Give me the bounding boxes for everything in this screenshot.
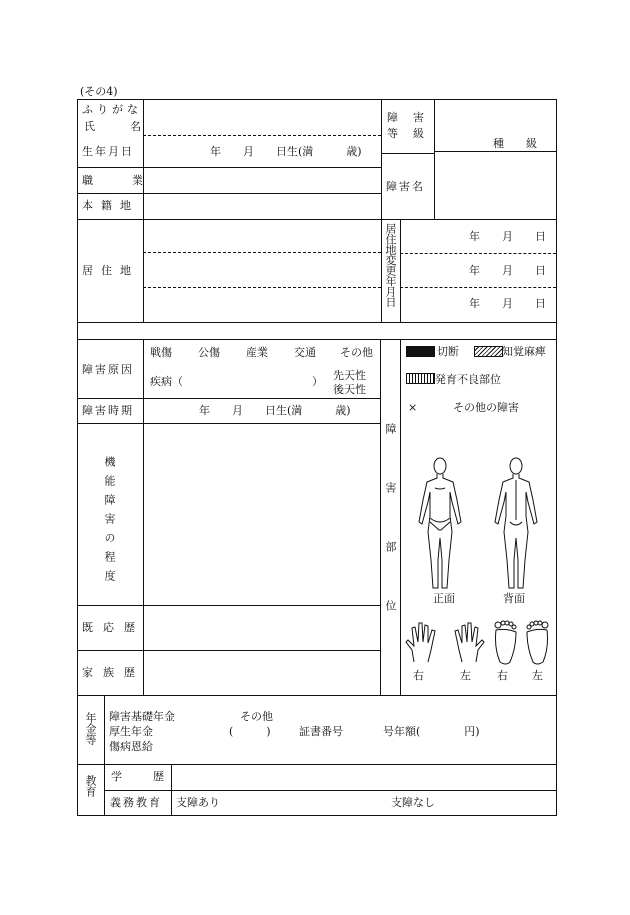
- cause-congenital: 先天性: [333, 369, 366, 382]
- body-back-figure: [491, 456, 541, 590]
- pension-injury: 傷病恩給: [109, 740, 153, 753]
- left-foot-label: 左: [532, 669, 543, 682]
- education-not-hindered: 支障なし: [391, 796, 435, 809]
- cause-acquired: 後天性: [333, 383, 366, 396]
- birth-label: 生年月日: [82, 145, 134, 158]
- cause-illness-close: ）: [312, 375, 323, 388]
- underdeveloped-swatch: [406, 373, 435, 384]
- cause-traffic: 交通: [294, 346, 316, 359]
- right-hand-figure: [404, 620, 444, 664]
- amputation-label: 切断: [437, 345, 459, 358]
- onset-value: 年 月 日生(満 歳): [199, 404, 351, 417]
- furigana-label: ふりがな: [82, 103, 142, 116]
- amputation-swatch: [406, 346, 435, 357]
- page-label: (その4): [80, 85, 118, 98]
- back-label: 背面: [503, 592, 525, 605]
- right-hand-label: 右: [413, 669, 424, 682]
- cause-illness: 疾病（: [150, 375, 183, 388]
- left-hand-label: 左: [460, 669, 471, 682]
- paralysis-swatch: [474, 346, 503, 357]
- right-foot-figure: [492, 620, 520, 666]
- right-foot-label: 右: [497, 669, 508, 682]
- residence-label: 居住地: [82, 264, 139, 277]
- residence-change-date-1: 年 月 日: [469, 230, 546, 243]
- pension-label: 年金等: [84, 712, 97, 745]
- body-front-figure: [415, 456, 465, 590]
- residence-change-date-2: 年 月 日: [469, 264, 546, 277]
- onset-label: 障害時期: [82, 404, 134, 417]
- front-label: 正面: [433, 592, 455, 605]
- other-mark: ×: [408, 401, 418, 414]
- cause-public: 公傷: [198, 346, 220, 359]
- site-label: 障害部位: [384, 423, 397, 659]
- function-degree-label: 機能障害の程度: [103, 456, 116, 589]
- education-hindered: 支障あり: [176, 796, 220, 809]
- cause-industrial: 産業: [246, 346, 268, 359]
- domicile-label: 本籍地: [82, 199, 139, 212]
- disability-name-label: 障害名: [386, 180, 425, 193]
- other-disability-label: その他の障害: [453, 401, 519, 414]
- pension-cert-number: 証書番号: [299, 725, 343, 738]
- name-label: 氏 名: [84, 120, 153, 133]
- cause-war: 戦傷: [150, 346, 172, 359]
- pension-annual-amount: 号年額( 円): [383, 725, 480, 738]
- grade-label-1: 障 害: [387, 111, 426, 124]
- occupation-label: 職 業: [82, 174, 157, 187]
- residence-change-label: 居住地変更年月日: [384, 223, 397, 307]
- education-history-label: 学 歴: [111, 770, 174, 783]
- pension-paren: ( ): [229, 725, 271, 738]
- compulsory-education-label: 義務教育: [110, 796, 162, 809]
- pension-welfare: 厚生年金: [109, 725, 153, 738]
- family-history-label: 家族歴: [82, 666, 145, 679]
- existing-history-label: 既応歴: [82, 621, 145, 634]
- cause-label: 障害原因: [82, 363, 134, 376]
- birth-value: 年 月 日生(満 歳): [210, 145, 362, 158]
- pension-basic: 障害基礎年金: [109, 710, 175, 723]
- cause-other: その他: [340, 346, 373, 359]
- underdeveloped-label: 発育不良部位: [435, 373, 501, 386]
- paralysis-label: 知覚麻痺: [502, 345, 546, 358]
- grade-value: 種 級: [493, 137, 537, 150]
- left-hand-figure: [446, 620, 486, 664]
- grade-label-2: 等 級: [387, 127, 426, 140]
- residence-change-date-3: 年 月 日: [469, 297, 546, 310]
- left-foot-figure: [523, 620, 551, 666]
- pension-other: その他: [240, 710, 273, 723]
- education-label: 教育: [84, 775, 97, 797]
